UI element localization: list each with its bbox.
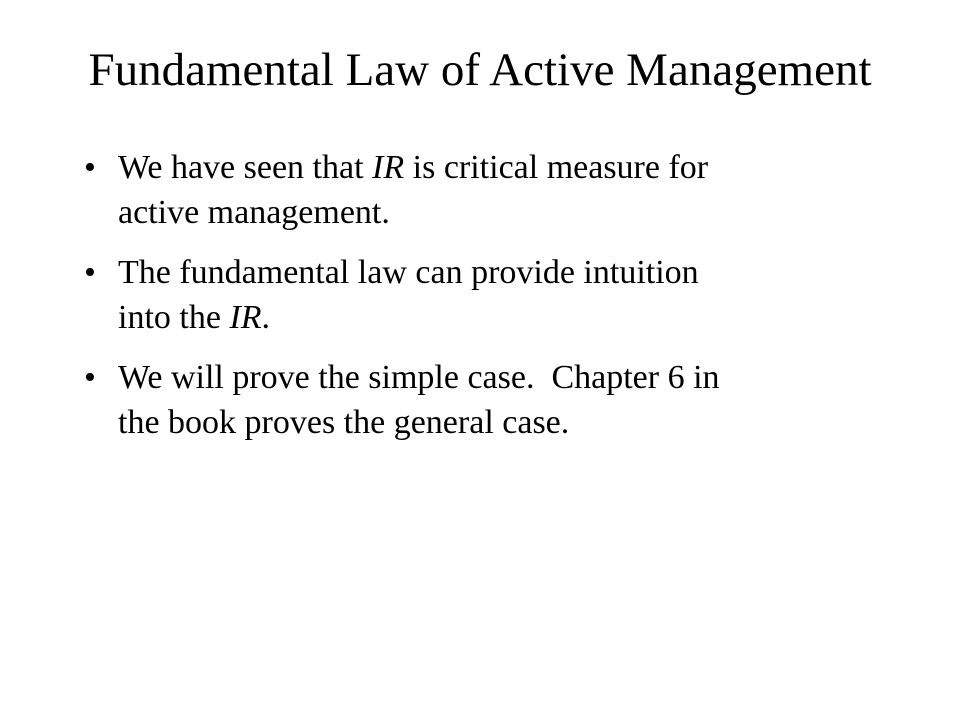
slide-title: Fundamental Law of Active Management [88,44,872,96]
bullet-text: . [261,299,271,336]
bullet-emphasis: IR [229,299,262,336]
bullet-emphasis: IR [372,149,405,186]
bullet-line [118,190,884,235]
bullet-text: into the [118,299,230,336]
bullet-item [84,145,884,235]
bullet-text: is critical measure for [404,149,709,186]
bullet-icon: • [84,149,96,186]
bullet-text: We will prove the simple case. Chapter 6 in [118,359,720,396]
bullet-item [84,355,884,445]
bullet-icon: • [84,359,96,396]
bullet-item [84,250,884,340]
bullet-line [118,355,884,400]
bullet-text: active management. [118,194,390,231]
bullet-text: The fundamental law can provide intuition [118,254,699,291]
bullet-icon: • [84,254,96,291]
bullet-line [118,250,884,295]
bullet-text: the book proves the general case. [118,404,570,441]
bullet-text: We have seen that [118,149,373,186]
bullet-line [118,145,884,190]
bullet-line [118,295,884,340]
bullet-line [118,400,884,445]
bullet-list [84,145,884,460]
